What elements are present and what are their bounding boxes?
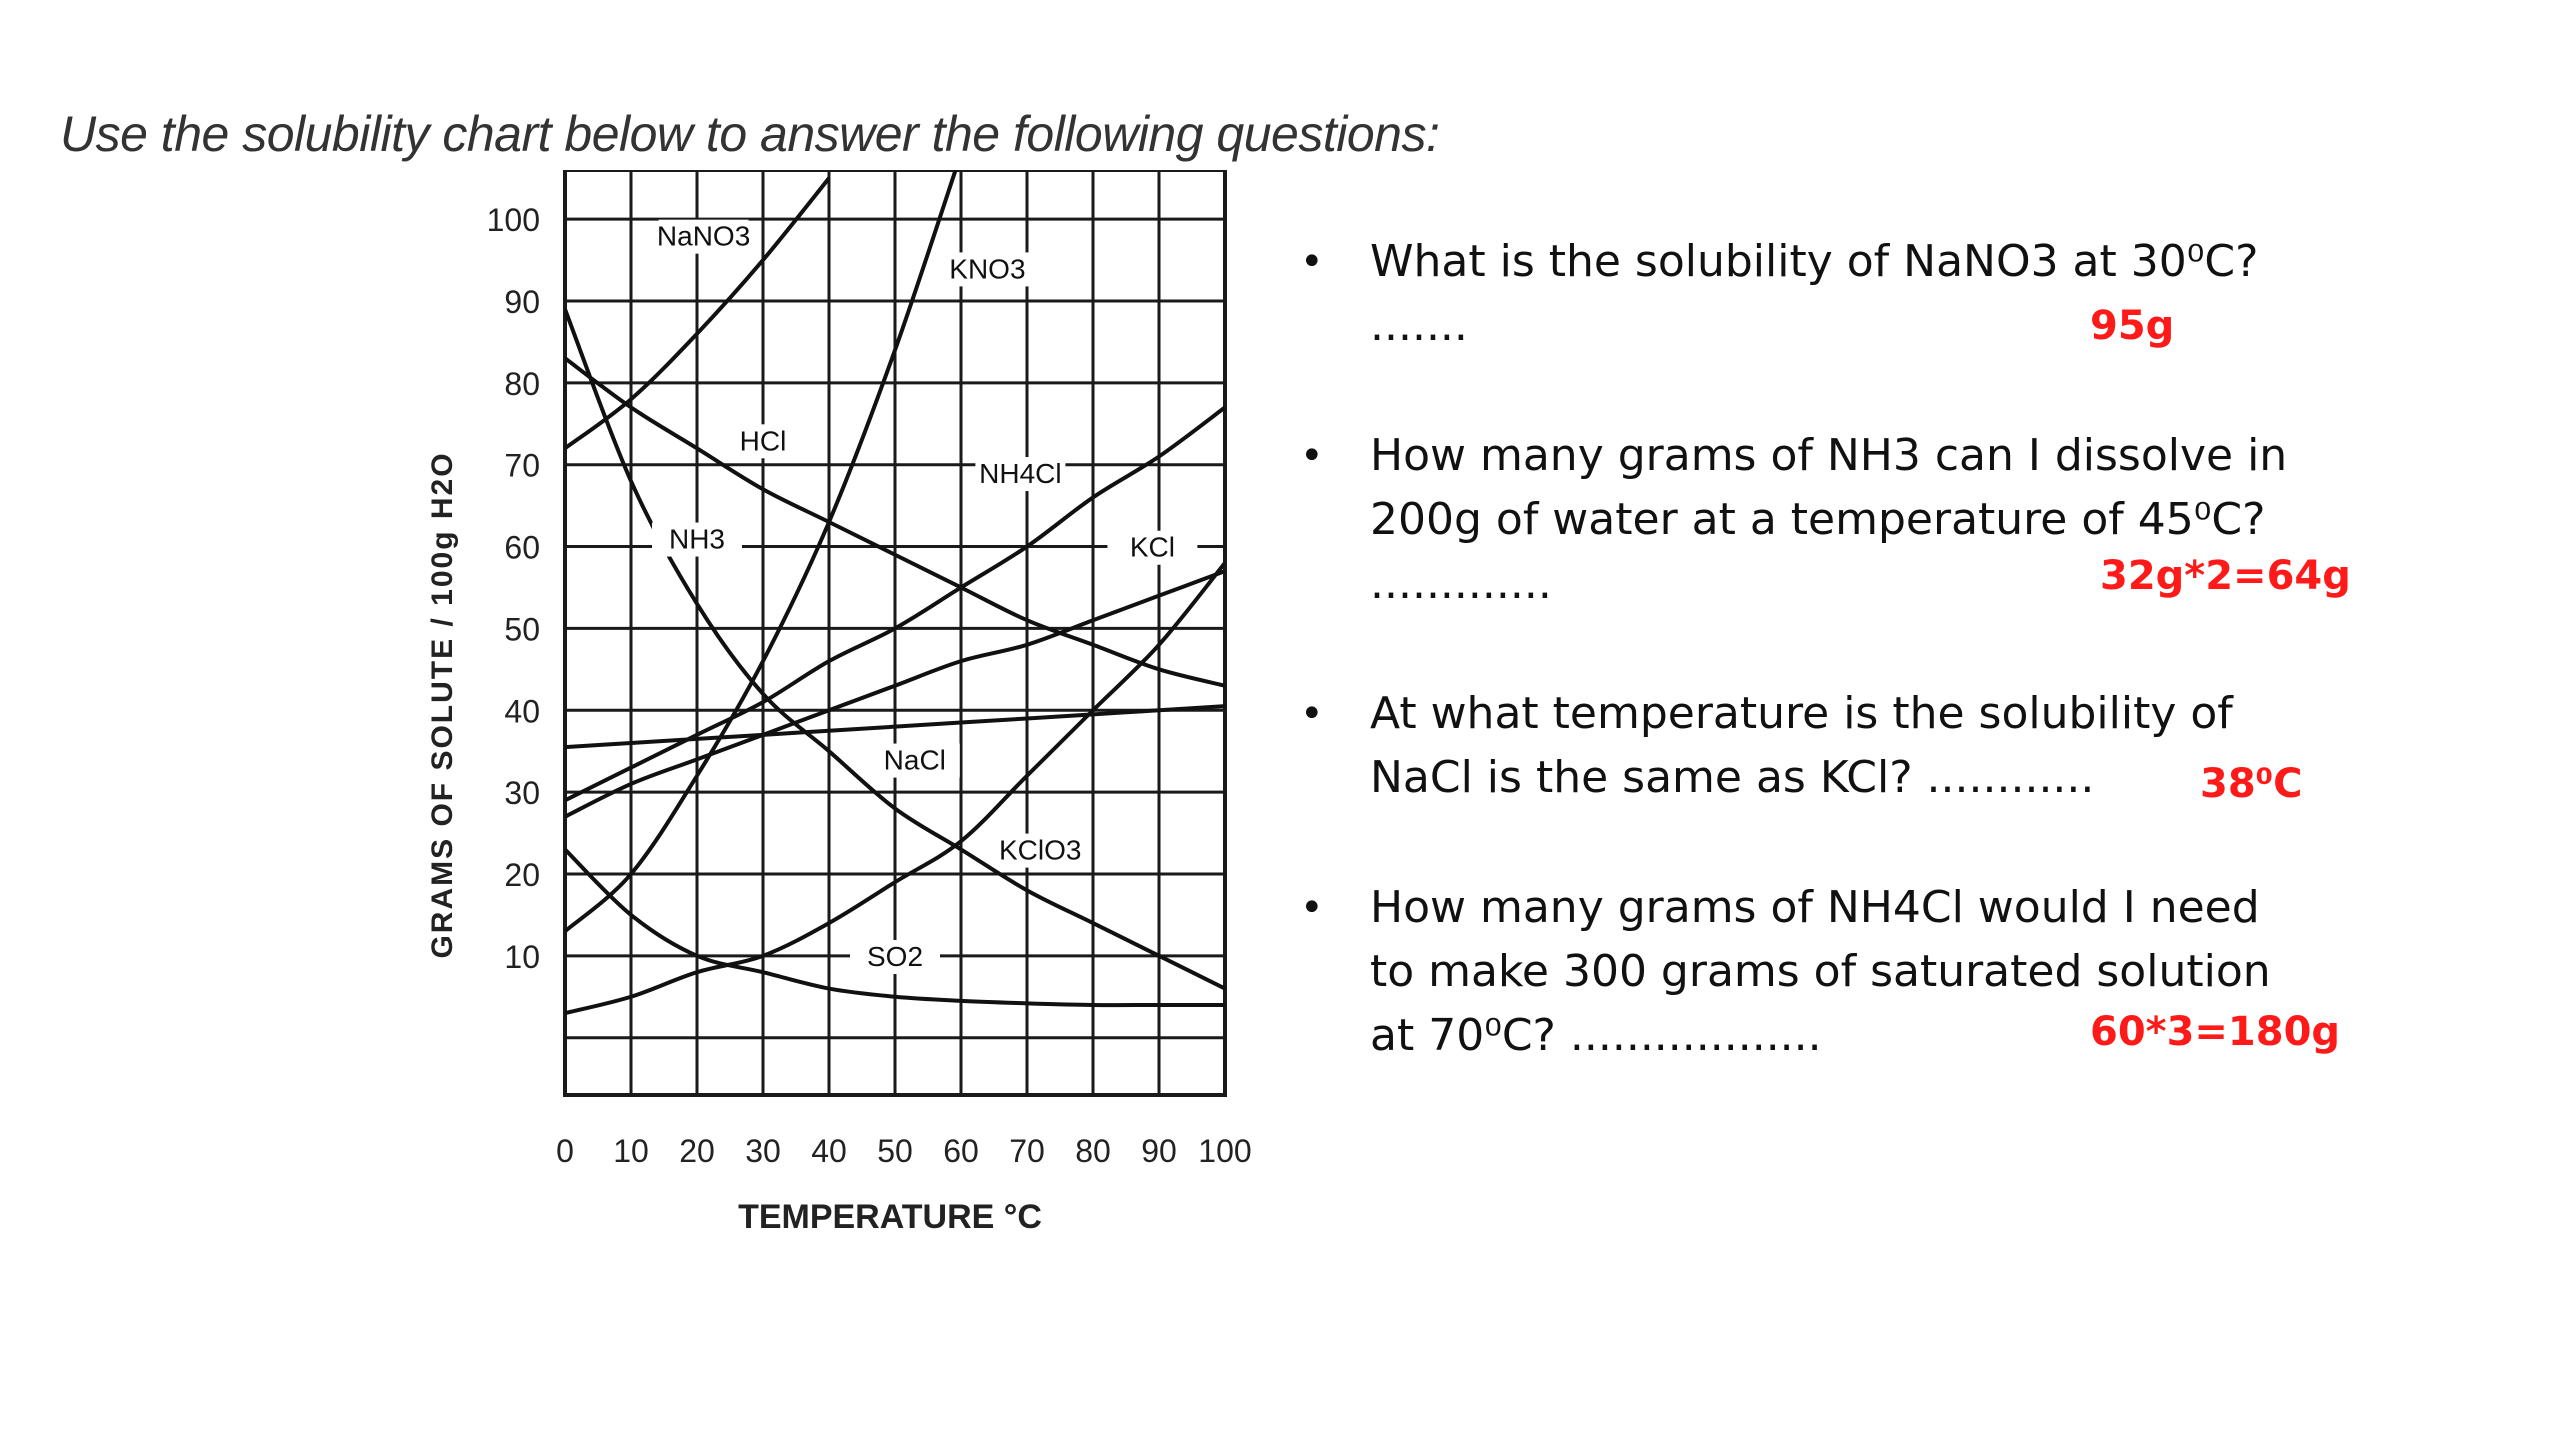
question-item	[1300, 230, 2400, 358]
curve-label-nano3: NaNO3	[656, 220, 751, 252]
y-tick-label: 100	[486, 202, 540, 239]
bullet-icon: •	[1300, 433, 1324, 479]
x-tick-label: 60	[943, 1133, 979, 1169]
question-item	[1300, 876, 2400, 1068]
curve-label-kclo3: KClO3	[998, 834, 1082, 866]
y-tick-label: 70	[504, 447, 540, 484]
answer-text: 60*3=180g	[2090, 1009, 2341, 1055]
x-axis-label: TEMPERATURE °C	[738, 1198, 1042, 1236]
x-tick-label: 70	[1009, 1133, 1045, 1169]
curve-label-kno3: KNO3	[949, 253, 1026, 285]
x-tick-label: 90	[1141, 1133, 1177, 1169]
y-axis-label: GRAMS OF SOLUTE / 100g H2O	[426, 451, 459, 959]
curve-label-nh4cl: NH4Cl	[979, 458, 1062, 490]
y-tick-label: 60	[504, 529, 540, 566]
x-tick-label: 40	[811, 1133, 847, 1169]
bullet-icon: •	[1300, 691, 1324, 737]
chart-tick-labels	[487, 202, 1252, 1169]
question-text: At what temperature is the solubility of NaCl is the same as KCl? ............	[1370, 688, 2233, 803]
y-tick-label: 10	[504, 938, 540, 975]
solubility-chart	[390, 170, 1290, 1270]
x-tick-label: 0	[556, 1133, 574, 1169]
x-tick-label: 30	[745, 1133, 781, 1169]
curve-label-nh3: NH3	[668, 523, 726, 555]
x-tick-label: 50	[877, 1133, 913, 1169]
instruction-heading: Use the solubility chart below to answer the following questions:	[60, 106, 1440, 162]
answer-text: 32g*2=64g	[2100, 553, 2351, 599]
x-tick-label: 10	[613, 1133, 649, 1169]
curve-label-hcl: HCl	[739, 425, 787, 457]
curve-label-so2: SO2	[866, 941, 924, 973]
question-list	[1300, 230, 2400, 1134]
question-text: How many grams of NH3 can I dissolve in 200g of water at a temperature of 45⁰C? .............	[1370, 430, 2288, 609]
question-text: How many grams of NH4Cl would I need to make 300 grams of saturated solution at 70⁰C? ..................	[1370, 882, 2271, 1061]
answer-text: 38⁰C	[2200, 761, 2303, 807]
question-text: What is the solubility of NaNO3 at 30⁰C? .......	[1370, 236, 2259, 351]
y-tick-label: 80	[504, 365, 540, 402]
question-item	[1300, 682, 2400, 810]
answer-text: 95g	[2090, 303, 2175, 349]
bullet-icon: •	[1300, 885, 1324, 931]
curve-label-nacl: NaCl	[883, 744, 946, 776]
x-tick-label: 20	[679, 1133, 715, 1169]
y-tick-label: 50	[504, 611, 540, 648]
y-tick-label: 20	[504, 856, 540, 893]
y-tick-label: 40	[504, 693, 540, 730]
chart-curve-labels	[652, 220, 1197, 974]
x-tick-label: 100	[1198, 1133, 1252, 1169]
x-tick-label: 80	[1075, 1133, 1111, 1169]
bullet-icon: •	[1300, 239, 1324, 285]
y-tick-label: 30	[504, 775, 540, 812]
y-tick-label: 90	[504, 283, 540, 320]
curve-label-kcl: KCl	[1129, 531, 1175, 563]
question-item	[1300, 424, 2400, 616]
